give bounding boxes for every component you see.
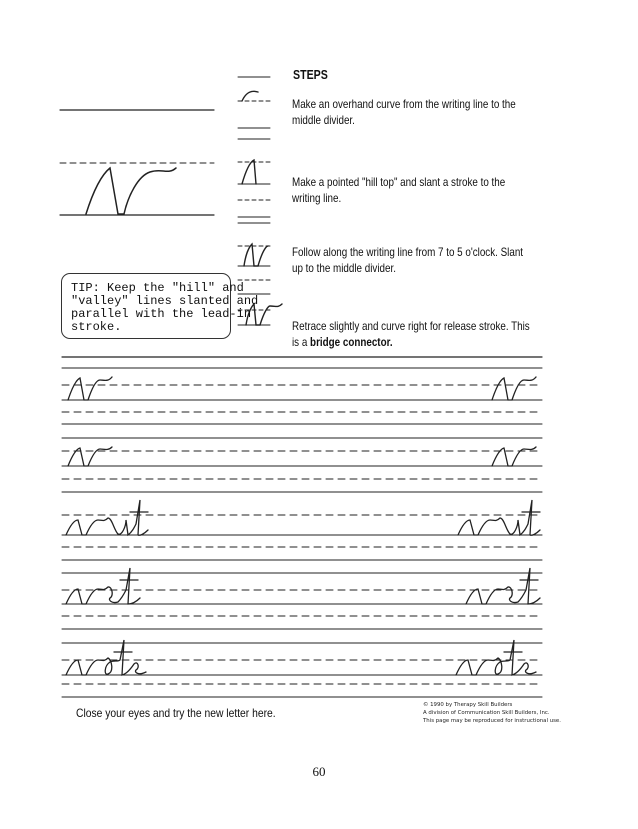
tip-line-4: stroke. <box>71 320 122 334</box>
step-1-line-2: middle divider. <box>292 113 355 127</box>
step-4-line-1: Retrace slightly and curve right for release stroke. This <box>292 319 530 333</box>
step-2-line-2: writing line. <box>292 191 342 205</box>
step-1-line-1: Make an overhand curve from the writing line to the <box>292 97 516 111</box>
practice-cursive-models <box>66 377 540 675</box>
page-number: 60 <box>312 764 326 779</box>
footer-instruction: Close your eyes and try the new letter here. <box>76 706 276 720</box>
step-2-line-1: Make a pointed "hill top" and slant a stroke to the <box>292 175 506 189</box>
copyright-line-2: A division of Communication Skill Builders, Inc. <box>423 710 550 716</box>
copyright-notice <box>423 701 561 725</box>
tip-box <box>61 273 259 339</box>
step-2-text <box>292 174 505 206</box>
step-3-line-2: up to the middle divider. <box>292 261 396 275</box>
tip-line-2: "valley" lines slanted and <box>71 294 259 308</box>
step-3-text <box>292 244 523 276</box>
step-1-text <box>292 96 516 128</box>
copyright-line-3: This page may be reproduced for instructional use. <box>423 718 561 724</box>
step-strokes <box>242 91 282 325</box>
steps-heading: STEPS <box>293 68 328 82</box>
step-4-text <box>292 318 530 350</box>
step-3-line-1: Follow along the writing line from 7 to 5 o'clock. Slant <box>292 245 524 259</box>
tip-line-1: TIP: Keep the "hill" and <box>71 281 244 295</box>
model-cursive-r <box>86 168 176 214</box>
step-4-line-2-bold: bridge connector. <box>310 335 393 349</box>
tip-line-3: parallel with the lead-in <box>71 307 252 321</box>
step-4-line-2-prefix: is a <box>292 335 311 349</box>
copyright-line-1: © 1990 by Therapy Skill Builders <box>423 702 513 708</box>
